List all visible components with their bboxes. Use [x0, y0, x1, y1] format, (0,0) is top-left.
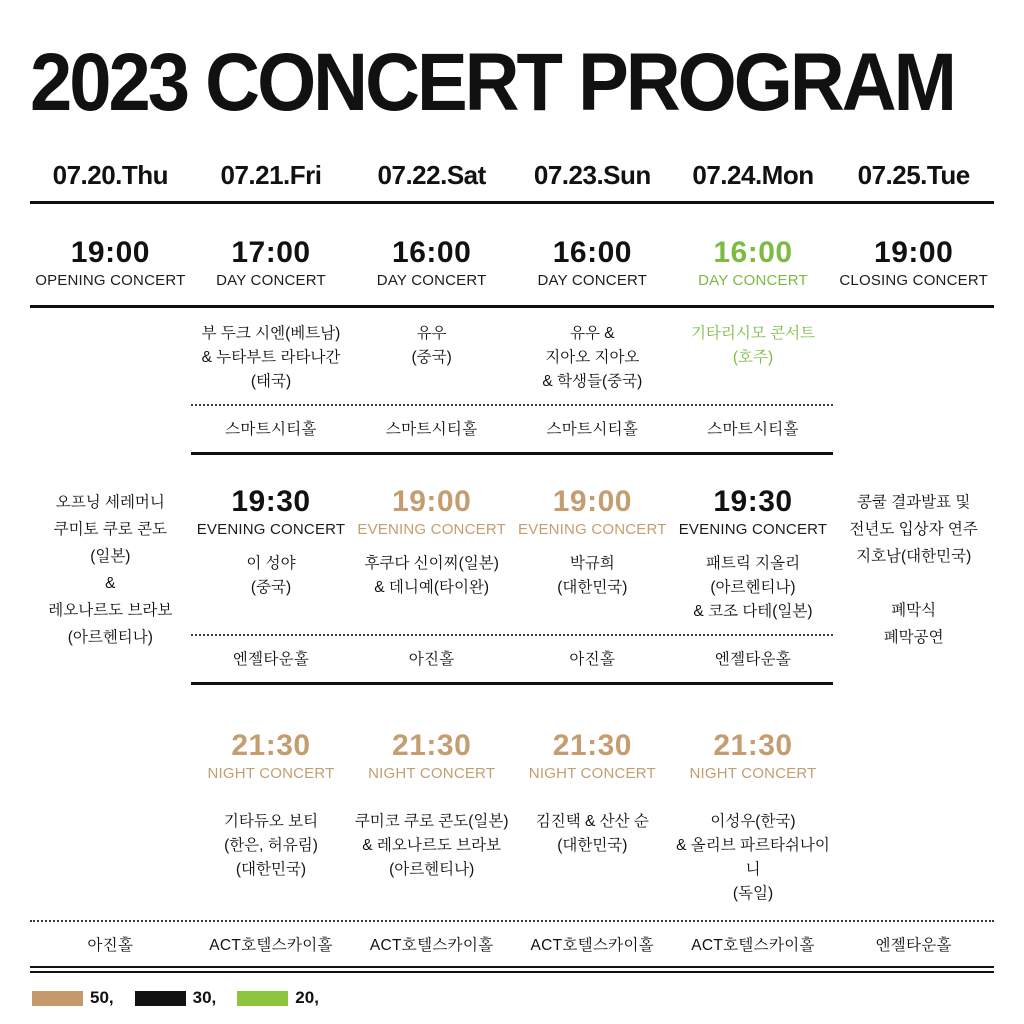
concert-type-label: DAY CONCERT: [537, 272, 648, 289]
performer-block: 김진택 & 산산 순 (대한민국): [535, 813, 649, 854]
venue-label: ACT호텔스카이홀: [530, 937, 655, 954]
date-header: 07.24.Mon: [692, 160, 814, 190]
venue-label: 스마트시티홀: [707, 421, 799, 438]
date-header: 07.23.Sun: [533, 160, 651, 190]
first-slot-row: [30, 204, 994, 308]
time-value: 19:30: [713, 485, 793, 518]
green-price-swatch: [237, 991, 288, 1006]
performer-block: 박규희 (대한민국): [557, 555, 628, 596]
concert-type-label: CLOSING CONCERT: [839, 272, 988, 289]
venue-label: 아진홀: [408, 651, 455, 668]
legend-price: 50,: [90, 988, 114, 1007]
venue-label: ACT호텔스카이홀: [369, 937, 494, 954]
time-value: 17:00: [231, 236, 311, 269]
night-times-row: [30, 685, 994, 782]
time-slot: [191, 455, 352, 538]
evening-region: [30, 455, 994, 685]
venue-label: 엔젤타운홀: [875, 937, 952, 954]
concert-type-label: NIGHT CONCERT: [689, 765, 817, 782]
time-slot: [512, 729, 673, 782]
venue-strip-night: [30, 920, 994, 973]
concert-type-label: DAY CONCERT: [698, 272, 808, 289]
time-slot: [673, 729, 834, 782]
venue-label: ACT호텔스카이홀: [691, 937, 815, 954]
time-slot: [351, 729, 512, 782]
venue-label: 스마트시티홀: [225, 421, 317, 438]
venue-strip-day: [30, 394, 994, 455]
date-header: 07.21.Fri: [220, 160, 322, 190]
performer-block: 기타리시모 콘서트 (호주): [690, 325, 816, 366]
tan-price-swatch: [32, 991, 83, 1006]
time-value: 19:00: [392, 485, 472, 518]
performer-block: 부 두크 시엔(베트남) & 누타부트 라타나간 (태국): [201, 325, 341, 390]
venue-label: 아진홀: [569, 651, 616, 668]
page-title: 2023 CONCERT PROGRAM: [30, 36, 954, 129]
date-header-row: [30, 160, 994, 204]
time-slot: [673, 236, 834, 289]
time-value: 21:30: [713, 729, 793, 762]
concert-type-label: EVENING CONCERT: [357, 521, 506, 538]
concert-type-label: EVENING CONCERT: [678, 521, 828, 538]
time-slot: [30, 236, 191, 289]
performer-block: 패트릭 지올리 (아르헨티나) & 코조 다테(일본): [693, 555, 813, 620]
time-value: 16:00: [713, 236, 793, 269]
concert-type-label: NIGHT CONCERT: [528, 765, 656, 782]
time-value: 19:00: [552, 485, 632, 518]
concert-type-label: EVENING CONCERT: [518, 521, 667, 538]
performer-block: 유우 & 지아오 지아오 & 학생들(중국): [542, 325, 643, 390]
night-performers-row: [30, 782, 994, 906]
venue-strip-evening: [191, 634, 834, 685]
day-performers-row: [30, 308, 994, 394]
time-value: 19:00: [70, 236, 150, 269]
time-slot: [512, 236, 673, 289]
venue-label: 아진홀: [87, 937, 134, 954]
opening-ceremony-block: 오프닝 세레머니 쿠미토 쿠로 콘도 (일본) & 레오나르도 브라보 (아르헨티나): [48, 494, 173, 646]
venue-label: 엔젤타운홀: [232, 651, 310, 668]
concert-type-label: NIGHT CONCERT: [207, 765, 335, 782]
time-slot: [351, 236, 512, 289]
legend-item: [32, 988, 114, 1008]
date-header: 07.22.Sat: [377, 160, 486, 190]
time-value: 21:30: [552, 729, 632, 762]
legend-price: 30,: [192, 988, 217, 1007]
date-header: 07.20.Thu: [52, 160, 169, 190]
time-value: 19:00: [874, 236, 954, 269]
time-value: 16:00: [392, 236, 472, 269]
performer-block: 유우 (중국): [411, 325, 452, 366]
price-legend: [30, 988, 994, 1008]
venue-label: 엔젤타운홀: [714, 651, 792, 668]
closing-day-block: 콩쿨 결과발표 및 전년도 입상자 연주 지호남(대한민국) 폐막식 폐막공연: [849, 494, 978, 646]
concert-type-label: DAY CONCERT: [216, 272, 326, 289]
time-slot: [351, 455, 512, 538]
time-value: 16:00: [552, 236, 632, 269]
legend-price: 20,: [295, 988, 319, 1007]
concert-type-label: OPENING CONCERT: [35, 272, 186, 289]
concert-program-poster: [30, 0, 994, 1008]
black-price-swatch: [135, 991, 186, 1006]
performer-block: 후쿠다 신이찌(일본) & 데니예(타이완): [364, 555, 499, 596]
concert-type-label: NIGHT CONCERT: [368, 765, 496, 782]
time-slot: [833, 236, 994, 289]
legend-item: [237, 988, 319, 1008]
time-slot: [512, 455, 673, 538]
time-value: 21:30: [231, 729, 311, 762]
performer-block: 쿠미코 쿠로 콘도(일본) & 레오나르도 브라보 (아르헨티나): [354, 813, 509, 878]
performer-block: 이성우(한국) & 올리브 파르타쉬나이니 (독일): [676, 813, 830, 902]
time-value: 21:30: [392, 729, 472, 762]
concert-type-label: DAY CONCERT: [376, 272, 487, 289]
performer-block: 이 성야 (중국): [246, 555, 296, 596]
venue-label: ACT호텔스카이홀: [209, 937, 333, 954]
time-slot: [191, 729, 352, 782]
venue-label: 스마트시티홀: [385, 421, 478, 438]
time-value: 19:30: [231, 485, 311, 518]
concert-type-label: EVENING CONCERT: [196, 521, 346, 538]
time-slot: [673, 455, 834, 538]
venue-label: 스마트시티홀: [546, 421, 639, 438]
legend-item: [135, 988, 217, 1008]
time-slot: [191, 236, 352, 289]
date-header: 07.25.Tue: [857, 160, 970, 190]
performer-block: 기타듀오 보티 (한은, 허유림) (대한민국): [223, 813, 319, 878]
